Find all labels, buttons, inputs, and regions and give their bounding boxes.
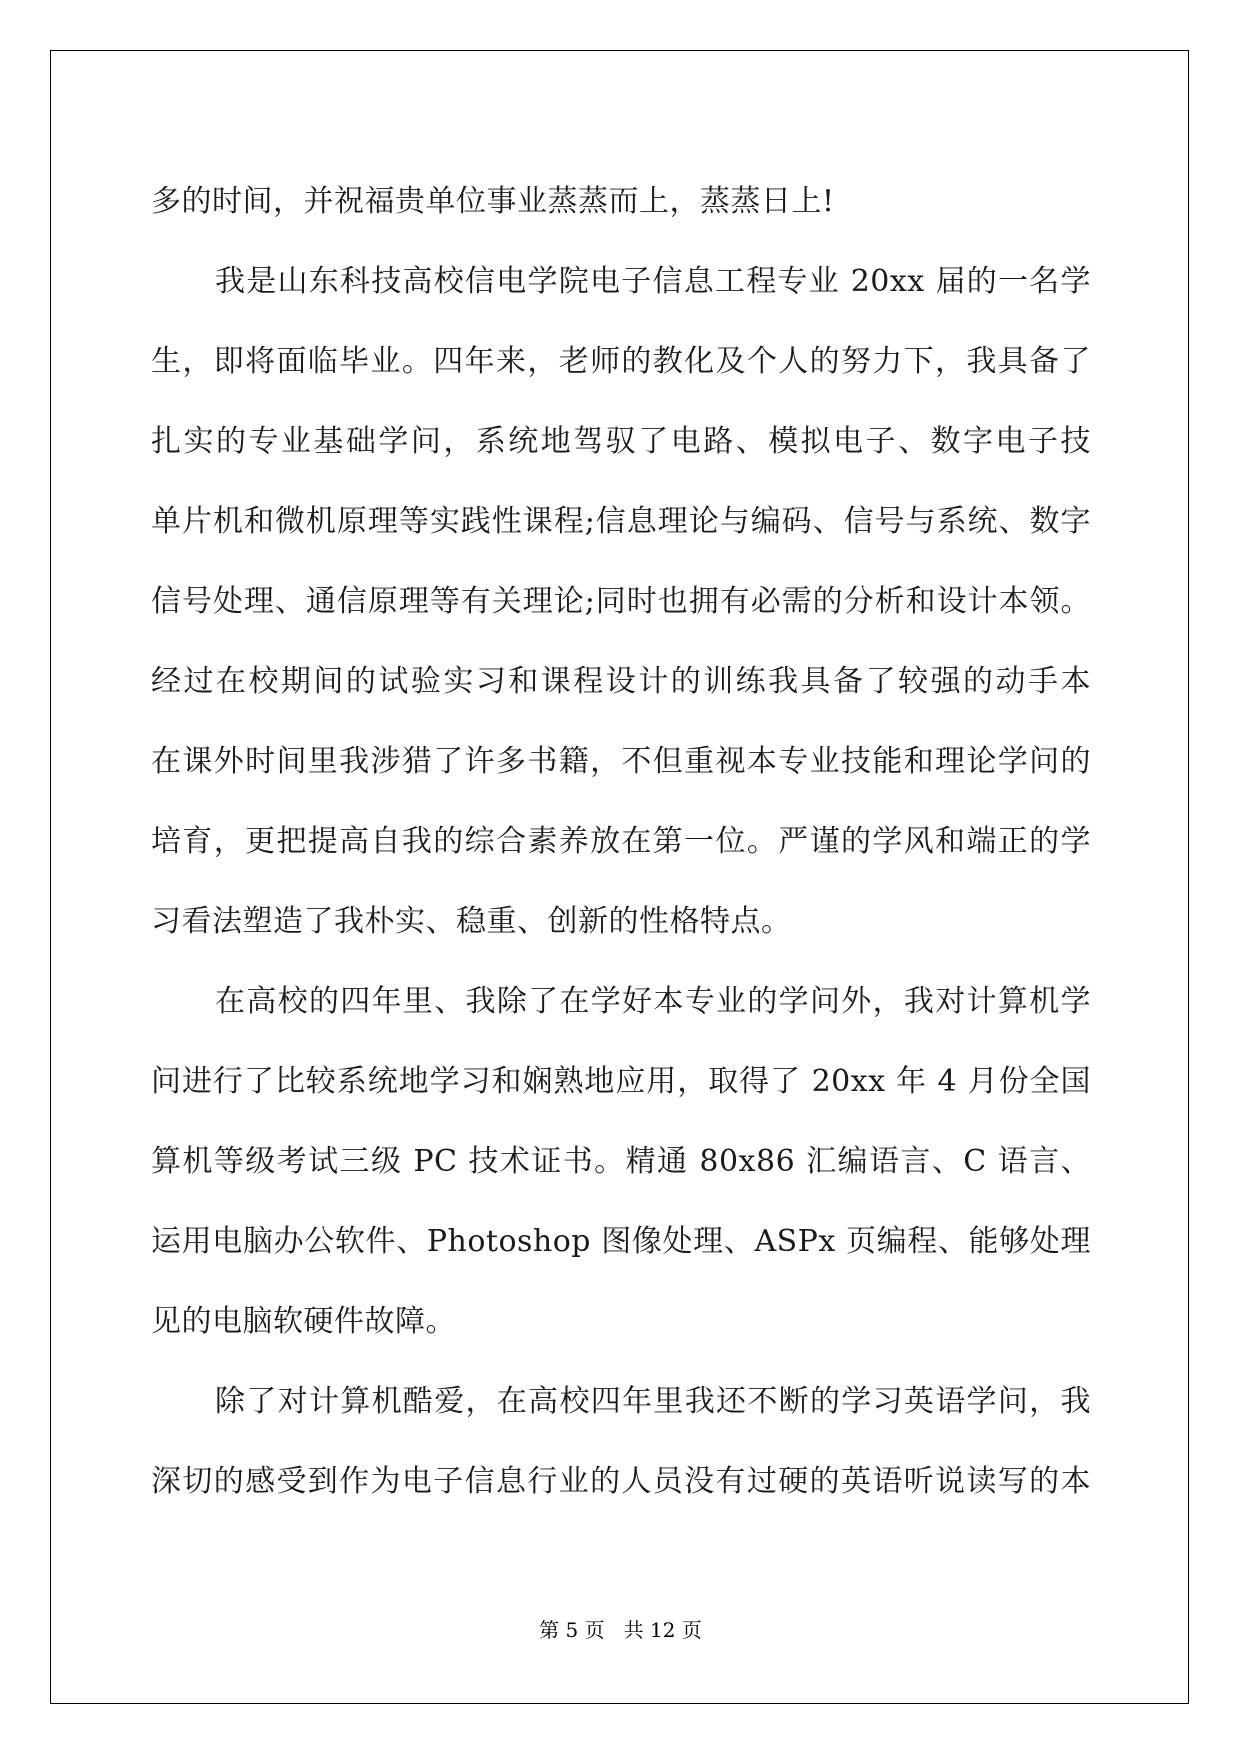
document-body	[151, 162, 1091, 1522]
text-line: 见的电脑软硬件故障。	[151, 1304, 456, 1339]
text-line: 算机等级考试三级 PC 技术证书。精通 80x86 汇编语言、C 语言、	[151, 1144, 1091, 1179]
paragraph-start-line: 我是山东科技高校信电学院电子信息工程专业 20xx 届的一名学	[215, 264, 1091, 299]
paragraph-start-line: 除了对计算机酷爱，在高校四年里我还不断的学习英语学问，我	[215, 1384, 1091, 1419]
text-line: 深切的感受到作为电子信息行业的人员没有过硬的英语听说读写的本	[151, 1464, 1091, 1499]
page-number: 第 5 页	[539, 1618, 605, 1642]
text-line: 在课外时间里我涉猎了许多书籍，不但重视本专业技能和理论学问的	[151, 744, 1091, 779]
text-line: 单片机和微机原理等实践性课程;信息理论与编码、信号与系统、数字	[151, 504, 1091, 539]
text-line: 培育，更把提高自我的综合素养放在第一位。严谨的学风和端正的学	[151, 824, 1091, 859]
text-line: 经过在校期间的试验实习和课程设计的训练我具备了较强的动手本	[151, 664, 1091, 699]
page-total: 共 12 页	[623, 1618, 702, 1642]
text-line: 问进行了比较系统地学习和娴熟地应用，取得了 20xx 年 4 月份全国	[151, 1064, 1091, 1099]
text-line: 生，即将面临毕业。四年来，老师的教化及个人的努力下，我具备了	[151, 344, 1091, 379]
text-line: 扎实的专业基础学问，系统地驾驭了电路、模拟电子、数字电子技	[151, 424, 1091, 459]
text-line: 多的时间，并祝福贵单位事业蒸蒸而上，蒸蒸日上!	[151, 184, 835, 219]
text-line: 习看法塑造了我朴实、稳重、创新的性格特点。	[151, 904, 792, 939]
text-line: 运用电脑办公软件、Photoshop 图像处理、ASPx 页编程、能够处理	[151, 1224, 1091, 1259]
text-line: 信号处理、通信原理等有关理论;同时也拥有必需的分析和设计本领。	[151, 584, 1091, 619]
page-footer	[0, 1614, 1241, 1643]
paragraph-start-line: 在高校的四年里、我除了在学好本专业的学问外，我对计算机学	[215, 984, 1091, 1019]
